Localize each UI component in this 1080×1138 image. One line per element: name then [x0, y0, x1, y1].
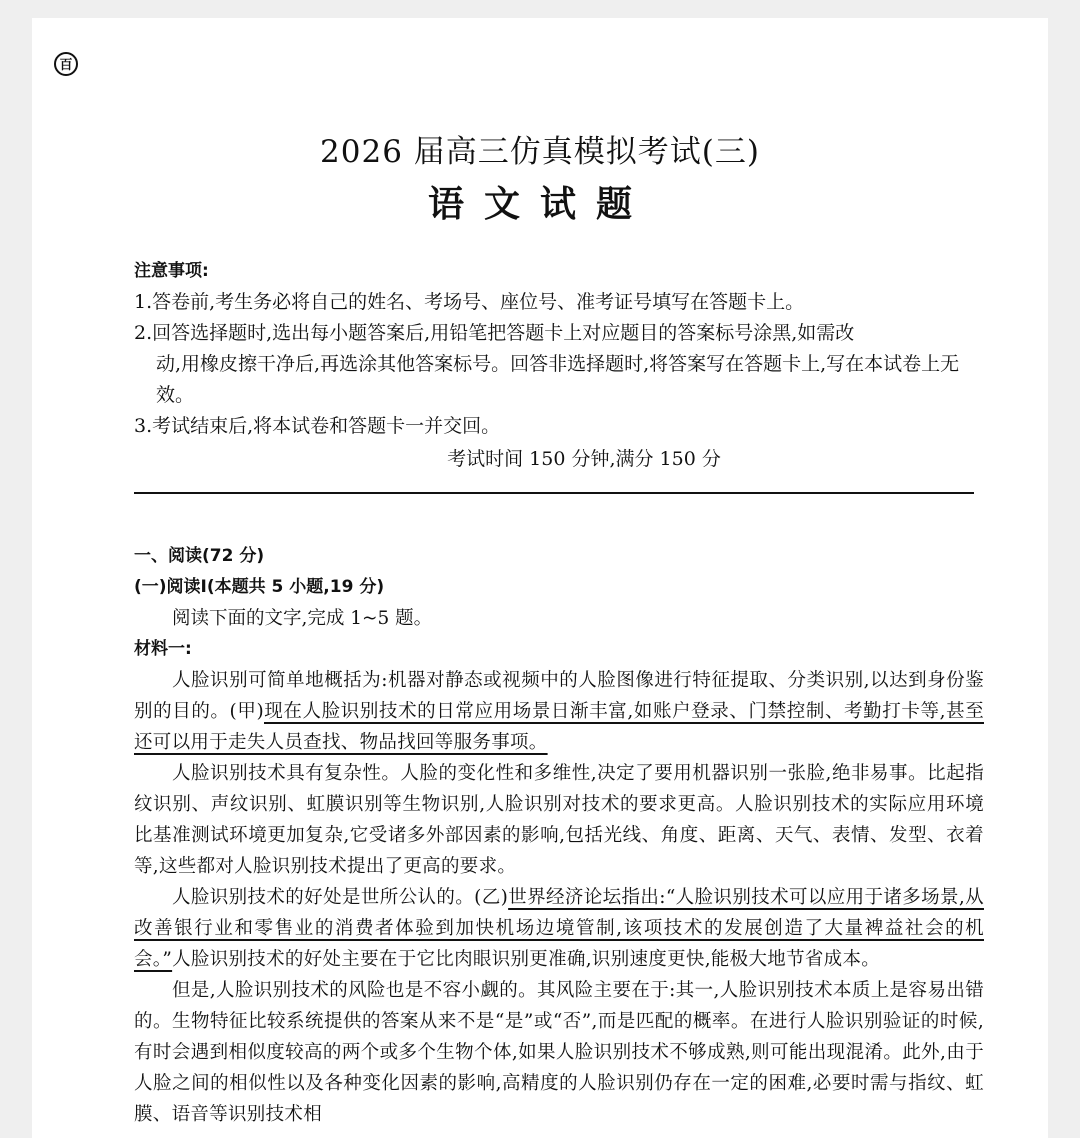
underlined-sentence-yi: 世界经济论坛指出:“人脸识别技术可以应用于诸多场景,从改善银行业和零售业的消费者体验到加快机场边境管制,该项技术的发展创造了大量裨益社会的机会。”: [134, 887, 984, 970]
material-label: 材料一:: [134, 639, 192, 659]
paragraph-1: [134, 665, 984, 758]
exam-title: 2026 届高三仿真模拟考试(三): [320, 134, 760, 170]
p3-text-end: 人脸识别技术的好处主要在于它比肉眼识别更准确,识别速度更快,能极大地节省成本。: [172, 949, 881, 970]
p1-text: 人脸识别可简单地概括为:机器对静态或视频中的人脸图像进行特征提取、分类识别,以达到身份鉴别的目的。(甲): [134, 670, 984, 722]
section-subheading: (一)阅读Ⅰ(本题共 5 小题,19 分): [134, 577, 385, 597]
exam-subject: 语文试题: [427, 184, 652, 225]
corner-logo: 百: [54, 52, 78, 76]
exam-paper: [32, 18, 1048, 1138]
exam-time: 考试时间 150 分钟,满分 150 分: [447, 448, 721, 470]
notice-section: [134, 256, 984, 475]
notice-heading: 注意事项:: [134, 261, 209, 281]
paragraph-2: 人脸识别技术具有复杂性。人脸的变化性和多维性,决定了要用机器识别一张脸,绝非易事。比起指纹识别、声纹识别、虹膜识别等生物识别,人脸识别对技术的要求更高。人脸识别技术的实际应用环境比基准测试环境更加复杂,它受诸多外部因素的影响,包括光线、角度、距离、天气、表情、发型、衣着等,这些都对人脸识别技术提出了更高的要求。: [134, 763, 984, 877]
notice-item-2-cont: 动,用橡皮擦干净后,再选涂其他答案标号。回答非选择题时,将答案写在答题卡上,写在本试卷上无效。: [156, 353, 960, 406]
p3-text: 人脸识别技术的好处是世所公认的。(乙): [172, 887, 509, 908]
divider-line: [134, 492, 974, 494]
notice-item-3: 3.考试结束后,将本试卷和答题卡一并交回。: [134, 415, 501, 437]
notice-item-2: 2.回答选择题时,选出每小题答案后,用铅笔把答题卡上对应题目的答案标号涂黑,如需改: [134, 322, 855, 344]
section-heading: 一、阅读(72 分): [134, 546, 265, 566]
notice-item-1: 1.答卷前,考生务必将自己的姓名、考场号、座位号、准考证号填写在答题卡上。: [134, 291, 805, 313]
underlined-sentence-jia: 现在人脸识别技术的日常应用场景日渐丰富,如账户登录、门禁控制、考勤打卡等,甚至还可以用于走失人员查找、物品找回等服务事项。: [134, 701, 984, 753]
reading-section: [134, 541, 984, 1130]
instruction-text: 阅读下面的文字,完成 1~5 题。: [172, 608, 433, 629]
paragraph-4: 但是,人脸识别技术的风险也是不容小觑的。其风险主要在于:其一,人脸识别技术本质上是容易出错的。生物特征比较系统提供的答案从来不是“是”或“否”,而是匹配的概率。在进行人脸识别验证的时候,有时会遇到相似度较高的两个或多个生物个体,如果人脸识别技术不够成熟,则可能出现混淆。此外,由于人脸之间的相似性以及各种变化因素的影响,高精度的人脸识别仍存在一定的困难,必要时需与指纹、虹膜、语音等识别技术相: [134, 980, 984, 1125]
paragraph-3: [134, 882, 984, 975]
